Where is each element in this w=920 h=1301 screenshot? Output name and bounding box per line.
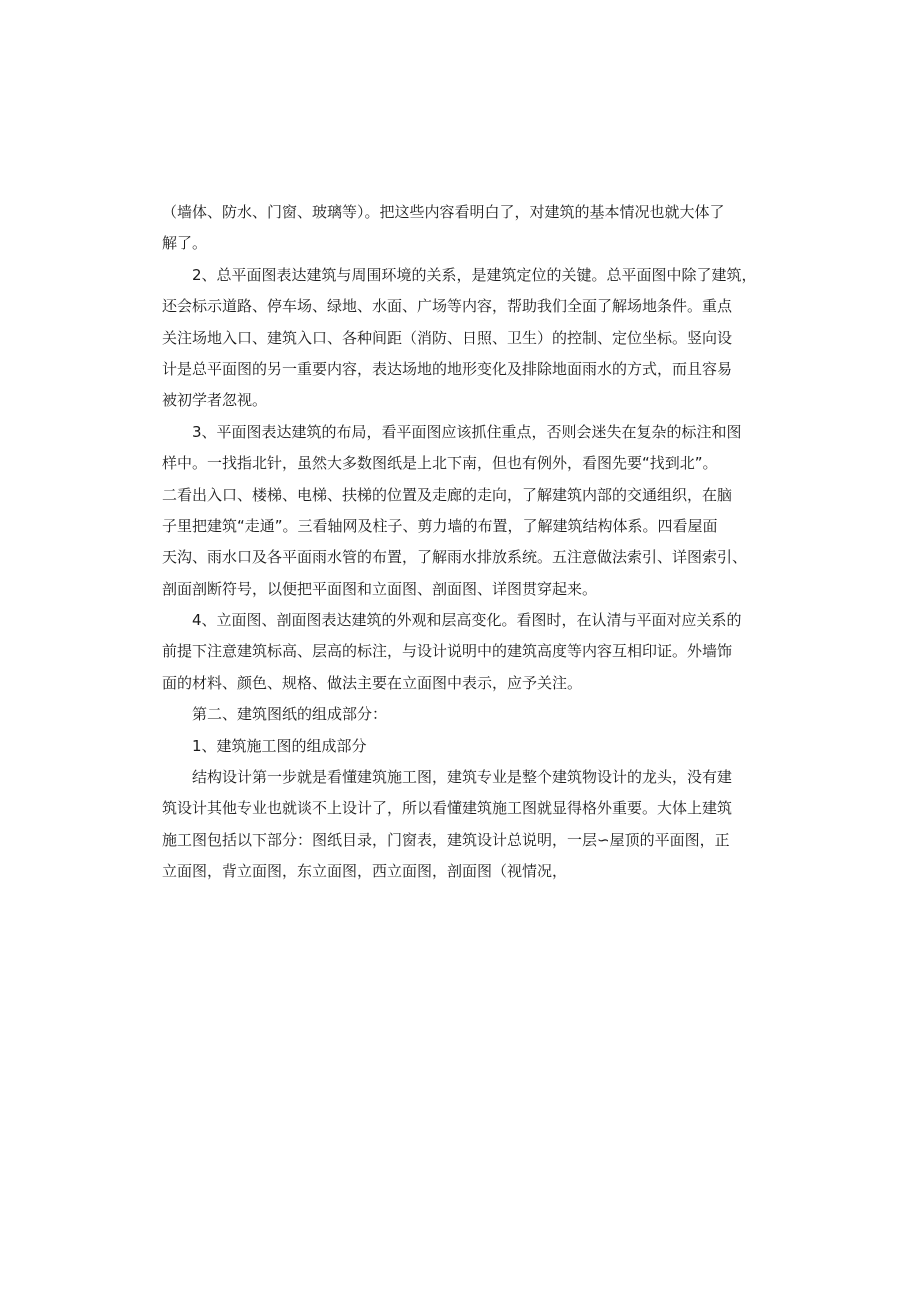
paragraph-start-line: 4、立面图、剖面图表达建筑的外观和层高变化。看图时，在认清与平面对应关系的 (192, 611, 742, 630)
text-line: 计是总平面图的另一重要内容，表达场地的地形变化及排除地面雨水的方式，而且容易 (162, 359, 733, 378)
text-line: 被初学者忽视。 (162, 391, 268, 410)
text-line: 样中。一找指北针，虽然大多数图纸是上北下南，但也有例外，看图先要“找到北”。 (162, 454, 718, 473)
section-heading: 第二、建筑图纸的组成部分： (192, 705, 388, 724)
text-line: 面的材料、颜色、规格、做法主要在立面图中表示，应予关注。 (162, 673, 583, 692)
text-line: 子里把建筑“走通”。三看轴网及柱子、剪力墙的布置，了解建筑结构体系。四看屋面 (162, 516, 718, 535)
paragraph-start-line: 3、平面图表达建筑的布局，看平面图应该抓住重点，否则会迷失在复杂的标注和图 (192, 422, 742, 441)
body-text (162, 197, 762, 888)
text-line: 剖面剖断符号，以便把平面图和立面图、剖面图、详图贯穿起来。 (162, 579, 598, 598)
text-line: 筑设计其他专业也就谈不上设计了，所以看懂建筑施工图就显得格外重要。大体上建筑 (162, 799, 733, 818)
text-line: 二看出入口、楼梯、电梯、扶梯的位置及走廊的走向，了解建筑内部的交通组织，在脑 (162, 485, 733, 504)
subsection-heading: 1、建筑施工图的组成部分 (192, 736, 367, 755)
paragraph-start-line: 2、总平面图表达建筑与周围环境的关系，是建筑定位的关键。总平面图中除了建筑， (192, 265, 757, 284)
text-line: 立面图，背立面图，东立面图，西立面图，剖面图（视情况， (162, 862, 568, 881)
text-line: （墙体、防水、门窗、玻璃等）。把这些内容看明白了，对建筑的基本情况也就大体了 (162, 203, 725, 221)
text-line: 解了。 (162, 234, 208, 253)
text-line: 关注场地入口、建筑入口、各种间距（消防、日照、卫生）的控制、定位坐标。竖向设 (162, 328, 733, 347)
paragraph-start-line: 结构设计第一步就是看懂建筑施工图，建筑专业是整个建筑物设计的龙头，没有建 (192, 768, 733, 787)
text-line: 还会标示道路、停车场、绿地、水面、广场等内容，帮助我们全面了解场地条件。重点 (162, 297, 733, 316)
text-line: 天沟、雨水口及各平面雨水管的布置，了解雨水排放系统。五注意做法索引、详图索引、 (162, 548, 748, 567)
text-line: 前提下注意建筑标高、层高的标注，与设计说明中的建筑高度等内容互相印证。外墙饰 (162, 642, 733, 661)
text-line: 施工图包括以下部分：图纸目录，门窗表，建筑设计总说明，一层∽屋顶的平面图，正 (162, 830, 730, 849)
